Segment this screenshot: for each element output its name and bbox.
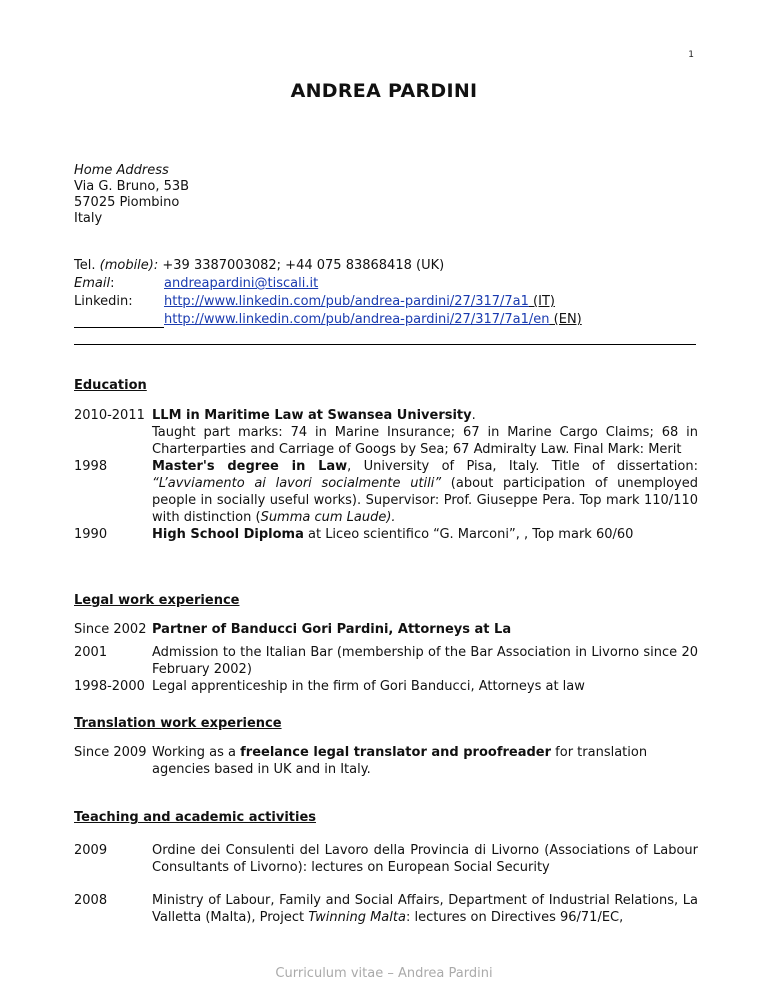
entry-text — [152, 407, 698, 458]
blank-underline — [74, 313, 164, 328]
translation-section — [74, 716, 698, 778]
page-footer: Curriculum vitae – Andrea Pardini — [275, 966, 493, 981]
entry-year: 2001 — [74, 645, 108, 660]
translation-text-2: for translation agencies based in UK and in Italy. — [152, 745, 648, 777]
entry-text: Ordine dei Consulenti del Lavoro della Provincia di Livorno (Associations of Labour Consultants of Livorno): lectures on European Social Security — [152, 843, 698, 875]
entry-text — [152, 526, 698, 543]
tel-mobile-label: (mobile): — [99, 258, 159, 273]
linkedin-it-suffix: (IT) — [528, 294, 555, 309]
entry-text — [152, 892, 698, 926]
address-line: Italy — [74, 211, 103, 226]
home-address-label: Home Address — [74, 163, 169, 178]
teaching-text-1: Ministry of Labour, Family and Social Affairs, Department of Industrial Relations, La Valletta (Malta), Project — [152, 893, 698, 925]
tel-value: +39 3387003082; +44 075 83868418 (UK) — [162, 258, 445, 273]
header-divider — [74, 344, 696, 345]
email-row — [74, 275, 698, 293]
masters-text-1: , University of Pisa, Italy. Title of dissertation: — [347, 459, 698, 474]
entry-year: 1990 — [74, 527, 108, 542]
page-number: 1 — [688, 50, 694, 60]
email-link[interactable]: andreapardini@tiscali.it — [164, 276, 319, 291]
llm-detail: Taught part marks: 74 in Marine Insurance; 67 in Marine Cargo Claims; 68 in Charterparties and Carriage of Googs by Sea; 67 Admiralty Law. Final Mark: Merit — [152, 425, 698, 457]
email-colon: : — [110, 276, 115, 291]
entry-text: Admission to the Italian Bar (membership of the Bar Association in Livorno since 20 February 2002) — [152, 645, 698, 677]
translation-text-1: Working as a — [152, 745, 241, 760]
linkedin-en-suffix: (EN) — [549, 312, 582, 327]
diploma-title: High School Diploma — [152, 527, 304, 542]
address-line: Via G. Bruno, 53B — [74, 179, 190, 194]
linkedin-en-link[interactable]: http://www.linkedin.com/pub/andrea-pardini/27/317/7a1/en — [164, 312, 550, 327]
entry-year: Since 2009 — [74, 745, 147, 760]
linkedin-it-row — [74, 293, 698, 311]
translation-entry — [74, 744, 698, 778]
teaching-text-2: : lectures on Directives 96/71/EC, — [405, 910, 624, 925]
llm-rest: . — [471, 408, 476, 423]
teaching-entry — [74, 842, 698, 876]
section-title-translation: Translation work experience — [74, 716, 282, 731]
entry-text — [152, 458, 698, 526]
education-entry — [74, 458, 698, 526]
teaching-section — [74, 810, 698, 926]
teaching-entry — [74, 892, 698, 926]
legal-entry — [74, 621, 698, 638]
legal-entry — [74, 678, 698, 695]
linkedin-it-link[interactable]: http://www.linkedin.com/pub/andrea-pardini/27/317/7a1 — [164, 294, 529, 309]
education-entry — [74, 407, 698, 458]
entry-text: Partner of Banducci Gori Pardini, Attorneys at La — [152, 622, 512, 637]
diploma-rest: at Liceo scientifico “G. Marconi”, , Top mark 60/60 — [303, 527, 634, 542]
linkedin-en-row — [74, 311, 698, 329]
education-entry — [74, 526, 698, 543]
section-title-legal: Legal work experience — [74, 593, 240, 608]
linkedin-label: Linkedin: — [74, 294, 133, 309]
legal-work-section — [74, 593, 698, 695]
entry-year: 2010-2011 — [74, 408, 145, 423]
entry-text: Legal apprenticeship in the firm of Gori Banducci, Attorneys at law — [152, 679, 585, 694]
entry-year: 2009 — [74, 843, 108, 858]
legal-entry — [74, 644, 698, 678]
entry-year: 2008 — [74, 893, 108, 908]
education-section — [74, 378, 698, 543]
summa-cum-laude: Summa cum Laude). — [260, 510, 396, 525]
entry-year: 1998 — [74, 459, 108, 474]
contacts-block — [74, 257, 698, 329]
llm-title: LLM in Maritime Law at Swansea University — [152, 408, 472, 423]
email-label-text: Email — [74, 276, 111, 291]
tel-row — [74, 257, 698, 275]
masters-text-2: (about participation of unemployed people in socially useful works). Supervisor: Prof. Giuseppe Pera. Top mark 110/110 with distinction ( — [152, 476, 698, 525]
entry-year: 1998-2000 — [74, 679, 145, 694]
masters-title: Master's degree in Law — [152, 459, 348, 474]
entry-text — [152, 744, 698, 778]
tel-label-text: Tel. — [74, 258, 96, 273]
cv-name-title: ANDREA PARDINI — [290, 80, 478, 102]
dissertation-title: “L’avviamento ai lavori socialmente utili” — [152, 476, 442, 491]
tel-label — [74, 257, 158, 275]
section-title-education: Education — [74, 378, 147, 393]
home-address-block — [74, 163, 189, 227]
translation-role: freelance legal translator and proofreader — [240, 745, 552, 760]
section-title-teaching: Teaching and academic activities — [74, 810, 317, 825]
address-line: 57025 Piombino — [74, 195, 180, 210]
entry-year: Since 2002 — [74, 622, 147, 637]
project-name: Twinning Malta — [308, 910, 406, 925]
email-label — [74, 275, 164, 293]
